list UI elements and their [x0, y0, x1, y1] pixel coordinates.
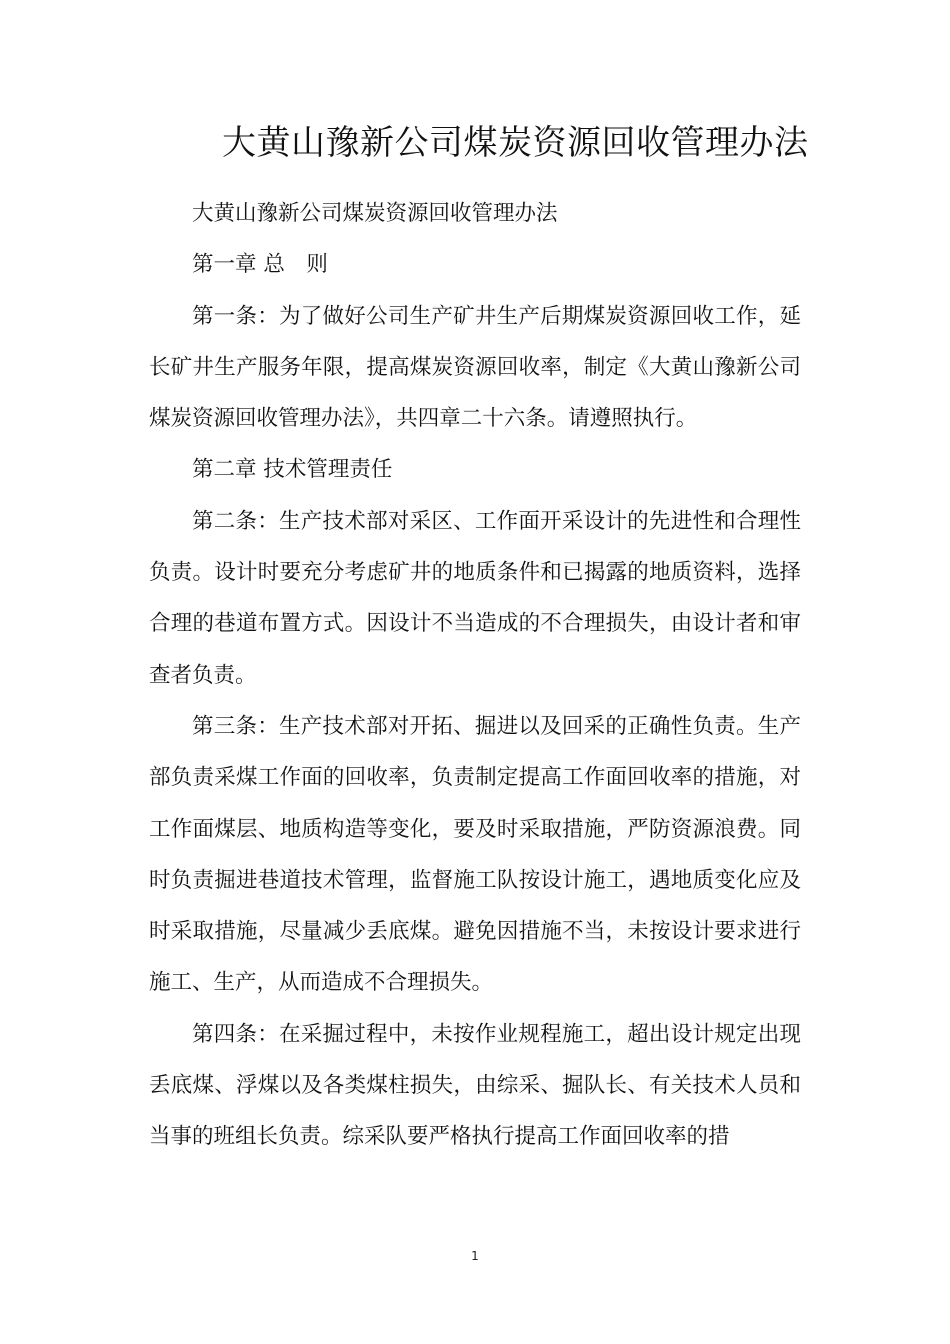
chapter-heading-1: 第一章 总 则: [192, 252, 328, 278]
page-number: 1: [471, 1249, 479, 1263]
article-4: 第四条：在采掘过程中，未按作业规程施工，超出设计规定出现丢底煤、浮煤以及各类煤柱损失，由综采、掘队长、有关技术人员和当事的班组长负责。综采队要严格执行提高工作面回收率的措: [149, 1021, 801, 1150]
article-3: 第三条：生产技术部对开拓、掘进以及回采的正确性负责。生产部负责采煤工作面的回收率，负责制定提高工作面回收率的措施，对工作面煤层、地质构造等变化，要及时采取措施，严防资源浪费。同时负责掘进巷道技术管理，监督施工队按设计施工，遇地质变化应及时采取措施，尽量减少丢底煤。避免因措施不当，未按设计要求进行施工、生产，从而造成不合理损失。: [149, 713, 801, 996]
chapter-heading-2: 第二章 技术管理责任: [192, 457, 393, 483]
document-title: 大黄山豫新公司煤炭资源回收管理办法: [222, 123, 809, 163]
paragraph-subtitle: 大黄山豫新公司煤炭资源回收管理办法: [192, 201, 558, 226]
document-body: [149, 188, 801, 1163]
article-1: 第一条：为了做好公司生产矿井生产后期煤炭资源回收工作，延长矿井生产服务年限，提高煤炭资源回收率，制定《大黄山豫新公司煤炭资源回收管理办法》，共四章二十六条。请遵照执行。: [149, 303, 801, 432]
article-2: 第二条：生产技术部对采区、工作面开采设计的先进性和合理性负责。设计时要充分考虑矿井的地质条件和已揭露的地质资料，选择合理的巷道布置方式。因设计不当造成的不合理损失，由设计者和审查者负责。: [149, 508, 801, 688]
